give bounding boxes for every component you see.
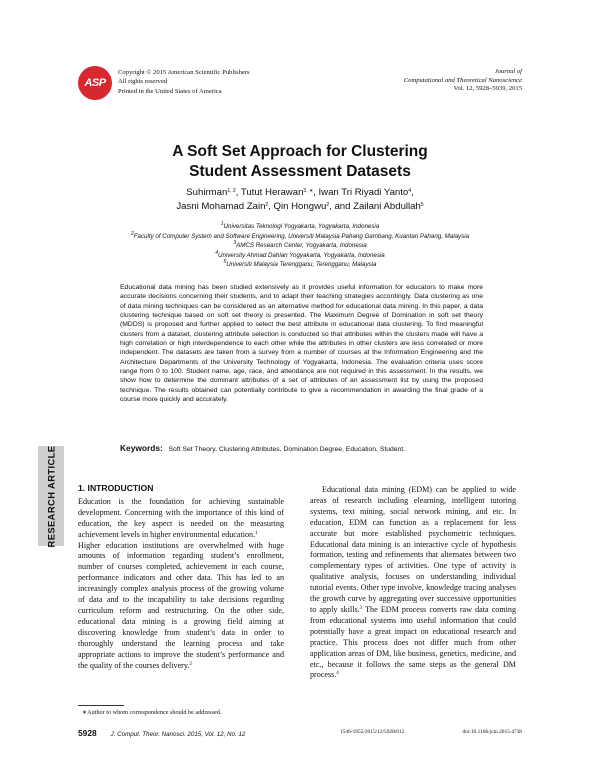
author-line: Suhirman$^{1, 2}$, Tutut Herawan$^{3, ∗}$, Iwan Tri Riyadi Yanto$^4$, (186, 187, 414, 198)
citation-superscript: 1, 2 (227, 188, 236, 194)
author-line: Jasni Mohamad Zain$^2$, Qin Hongwu$^2$, and Zailani Abdullah$^5$ (176, 200, 424, 212)
citation-superscript: 3, ∗ (303, 188, 314, 194)
affiliation: $^3$AMCS Research Center, Yogyakarta, Indonesia (233, 240, 367, 250)
citation-superscript: 2 (189, 661, 192, 667)
keywords (120, 443, 483, 453)
asp-logo: ASP (78, 66, 112, 100)
affiliation-number: 2 (130, 230, 134, 237)
abstract: Educational data mining has been studied extensively as it provides useful information for educators to make more accurate decisions concerning their students, and to adapt their teaching strategies accordingly. Data clustering as one of data mining techniques can be considered as an alternative method for educational data mining. In this paper, a data clustering technique based on soft set theory is presented. The Maximum Degree of Domination in soft set theory (MDDS) is proposed and further applied to select the best attribute in educational data clustering. To find meaningful clusters from a dataset, clustering attribute selection is conducted so that attributes within the clusters made will have a high correlation or high interdependence to each other while the attributes in other clusters are less correlated or more independent. The datasets are taken from a survey from a number of courses at the Information Engineering and the Architecture Departments of the University Technology of Yogyakarta, Indonesia. The evaluation criteria uses score range from 0 to 100. Student name, age, race, and attendance are not required in this assessment. In the results, we show how to determine the dominant attributes of a set of attributes of an assessment list by using the proposed technique. The results obtained can potentially contribute to give a recommendation in awarding the final grade of a course more quickly and accurately. (120, 284, 483, 404)
citation-superscript: 2 (326, 201, 330, 208)
affiliation: $^5$Universiti Malaysia Terengganu, Terengganu, Malaysia (223, 259, 377, 269)
page-number: 5928 (78, 728, 97, 738)
title-line: A Soft Set Approach for Clustering (172, 143, 428, 160)
research-article-tab (38, 446, 64, 546)
journal-volume: Vol. 12, 5928–5939, 2015 (453, 85, 522, 93)
affiliation-number: 5 (223, 259, 227, 266)
doi: doi:10.1166/jctn.2015.4738 (462, 729, 522, 735)
affiliation-number: 4 (215, 249, 219, 256)
section-title: 1. INTRODUCTION (78, 483, 154, 493)
issn: 1546-1955/2015/12/5928/012 (340, 729, 405, 735)
affiliation-list (0, 222, 600, 270)
citation-superscript: 3 (359, 605, 363, 611)
footnote-rule (78, 705, 124, 706)
journal-line: Journal of (494, 68, 522, 75)
header-left (78, 66, 250, 100)
keywords-label: Keywords: (120, 443, 163, 453)
paragraph: Education is the foundation for achieving sustainable development. Concerning with the importance of this kind of education, the key aspect is needed on the measuring achievement levels in higher environmental education.$^1$ (78, 496, 284, 539)
paragraph: Educational data mining (EDM) can be applied to wide areas of research including elearning, intelligent tutoring systems, text mining, social network mining, and etc. In education, EDM can function as a replacement for less accurate but more established psychometric techniques. Educational data mining is an interactive cycle of hypothesis formation, testing and refinements that alternates between two complementary types of activities. One type of activity is qualitative analysis, focuses on understanding individual tutorial events. Other type involve, knowledge tracing analyses the growth curve by aggregating over successive opportunities to apply skills.$^3$ The EDM process converts raw data coming from educational systems into useful information that could potentially have a great impact on educational research and practice. This process does not differ much from other application areas of DM, like business, genetics, medicine, and etc., because it follows the same steps as the general DM process.$^4$ (310, 485, 516, 680)
left-column (78, 483, 284, 671)
journal-block (404, 68, 522, 94)
copyright-line: Copyright © 2015 American Scientific Publishers (118, 69, 250, 76)
keywords-text: Soft Set Theory, Clustering Attributes, Domination Degree, Education, Student. (168, 446, 406, 453)
affiliation-number: 1 (220, 221, 224, 227)
paper-title (0, 142, 600, 182)
journal-name: Computational and Theoretical Nanoscience (403, 76, 522, 84)
citation-superscript: 4 (408, 188, 412, 194)
copyright-block (118, 68, 250, 96)
footnote: ∗Author to whom correspondence should be addressed. (82, 709, 222, 716)
right-column (310, 485, 516, 681)
printed-line: Printed in the United States of America (118, 87, 222, 95)
rights-line: All rights reserved (118, 78, 168, 86)
title-line: Student Assessment Datasets (189, 163, 411, 180)
citation-superscript: 1 (255, 530, 258, 536)
affiliation-number: 3 (233, 240, 237, 247)
citation-superscript: 4 (336, 671, 339, 677)
citation-superscript: 5 (420, 201, 424, 208)
affiliation: $^1$Universitas Teknologi Yogyakarta, Yogyakarta, Indonesia (220, 221, 380, 230)
citation-superscript: 2 (265, 201, 269, 208)
affiliation: $^4$University Ahmad Dahlan Yogyakarta, Yogyakarta, Indonesia (215, 249, 385, 259)
affiliation: $^2$Faculty of Computer System and Software Engineering, Universiti Malaysia Pahang Gambang, Kuantan Pahang, Malaysia (130, 230, 470, 240)
author-list (0, 186, 600, 213)
journal-citation: J. Comput. Theor. Nanosci. 2015, Vol. 12, No. 12 (110, 731, 246, 738)
paragraph: Higher education institutions are overwhelmed with huge amounts of information regarding student’s enrollment, number of courses completed, achievement in each course, performance indicators and other data. This has led to an increasingly complex analysis process of the growing volume of data and to the incapability to take decisions regarding curriculum reform and restructuring. On the other side, educational data mining is a growing field aiming at discovering knowledge from student’s data in order to thoroughly understand the learning process and take appropriate actions to improve the student’s performance and the quality of the courses delivery.$^2$ (78, 540, 284, 670)
side-tab-label: RESEARCH ARTICLE (45, 445, 57, 547)
footer-left (78, 728, 245, 738)
